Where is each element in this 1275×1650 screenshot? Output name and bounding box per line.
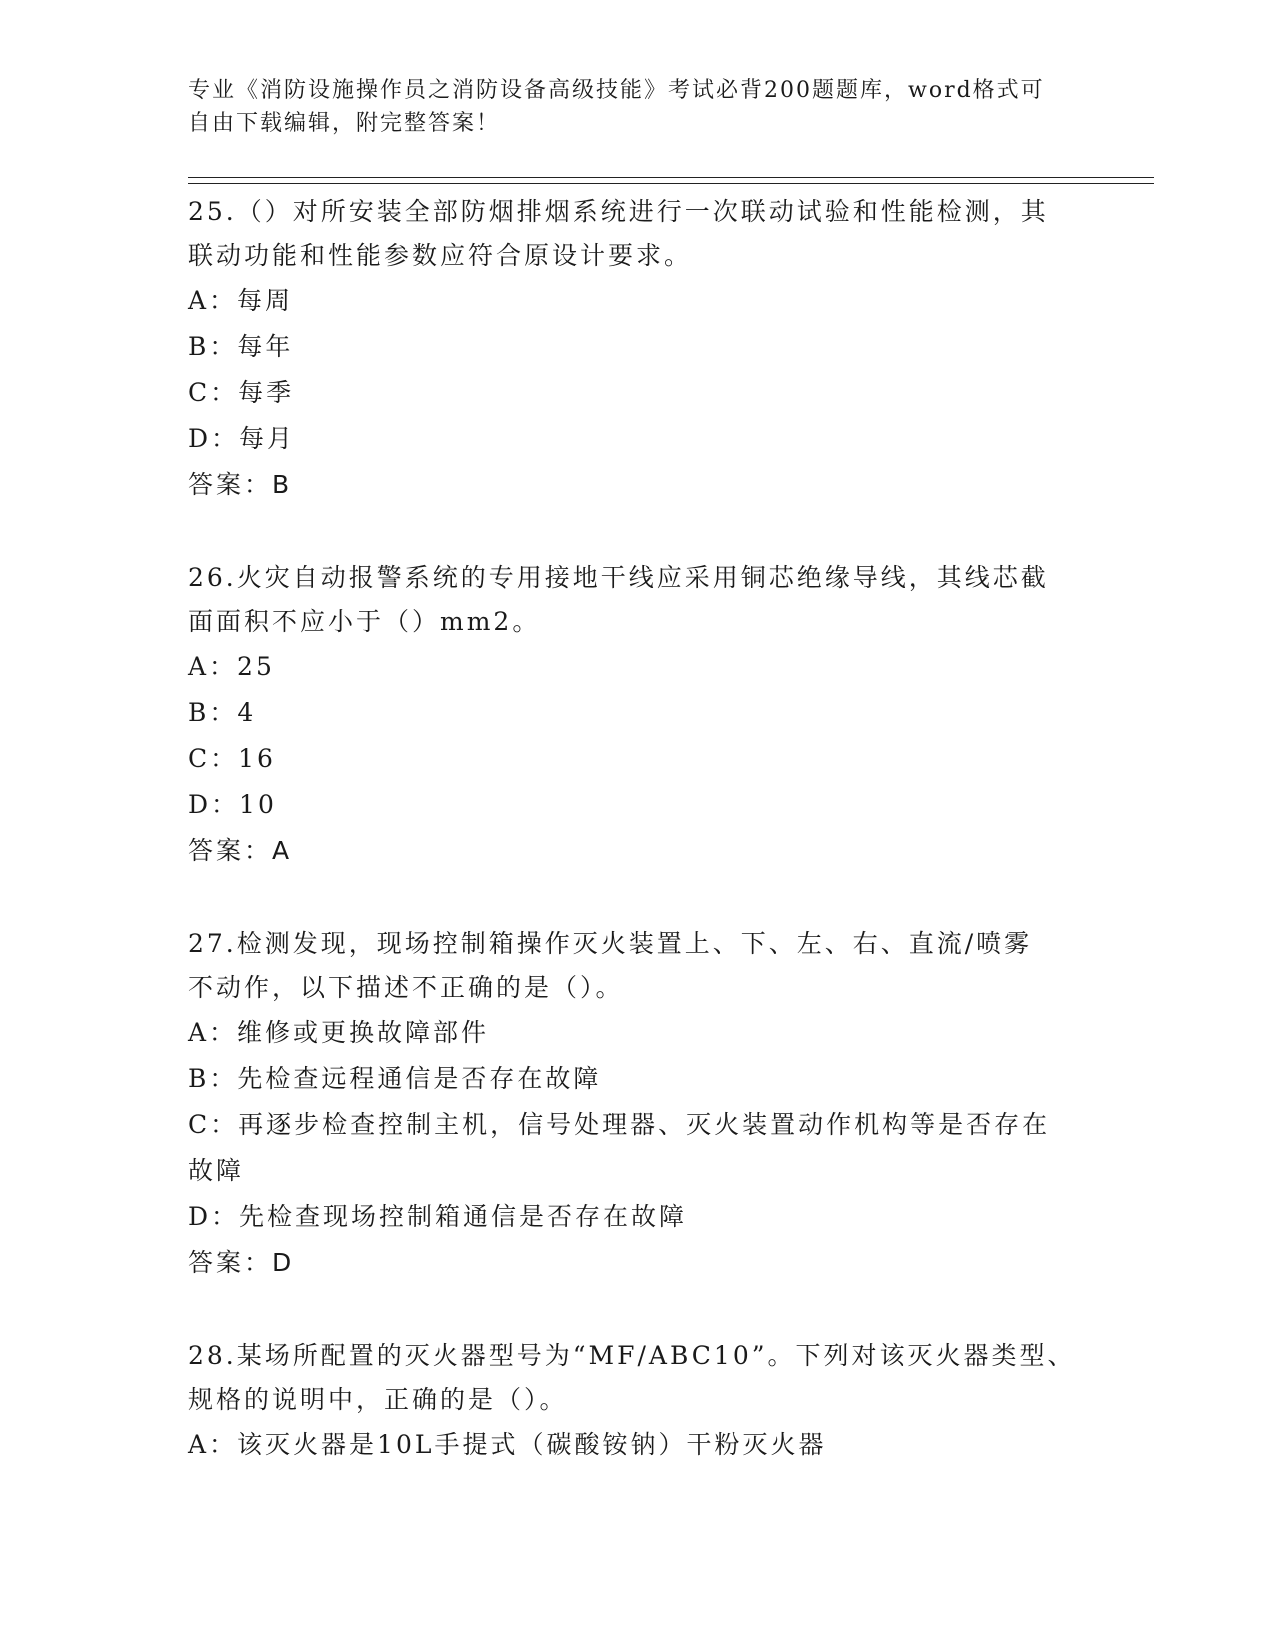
question-27: [188, 922, 1088, 1286]
question-text-line: 联动功能和性能参数应符合原设计要求。: [188, 241, 693, 270]
question-text-line: 25.（）对所安装全部防烟排烟系统进行一次联动试验和性能检测，其: [188, 197, 1049, 226]
option-b: B：先检查远程通信是否存在故障: [188, 1064, 602, 1093]
question-25: [188, 190, 1088, 508]
option-a: A：每周: [188, 286, 294, 315]
question-text-line: 26.火灾自动报警系统的专用接地干线应采用铜芯绝缘导线，其线芯截: [188, 563, 1049, 592]
question-text-line: 28.某场所配置的灭火器型号为“MF/ABC10”。下列对该灭火器类型、: [188, 1341, 1076, 1370]
option-d: D：每月: [188, 424, 296, 453]
header-divider-top: [188, 177, 1154, 178]
header-line-1: 专业《消防设施操作员之消防设备高级技能》考试必背200题题库，word格式可: [188, 78, 1045, 103]
option-a: A：25: [188, 652, 275, 681]
header-line-2: 自由下载编辑，附完整答案！: [188, 111, 501, 136]
question-28: [188, 1334, 1088, 1468]
option-c: C：16: [188, 744, 276, 773]
header-divider-bottom: [188, 183, 1154, 184]
option-b: B：4: [188, 698, 257, 727]
answer: 答案：A: [188, 836, 293, 865]
question-26: [188, 556, 1088, 874]
answer: 答案：D: [188, 1248, 295, 1277]
option-c-continued: 故障: [188, 1156, 245, 1185]
document-header: [188, 74, 1068, 140]
option-a: A：该灭火器是10L手提式（碳酸铵钠）干粉灭火器: [188, 1430, 827, 1459]
question-text-line: 规格的说明中，正确的是（）。: [188, 1385, 568, 1414]
option-a: A：维修或更换故障部件: [188, 1018, 490, 1047]
option-d: D：10: [188, 790, 277, 819]
option-d: D：先检查现场控制箱通信是否存在故障: [188, 1202, 688, 1231]
option-c: C：再逐步检查控制主机，信号处理器、灭火装置动作机构等是否存在: [188, 1110, 1051, 1139]
question-text-line: 不动作，以下描述不正确的是（）。: [188, 973, 624, 1002]
question-text-line: 面面积不应小于（）mm2。: [188, 607, 541, 636]
option-b: B：每年: [188, 332, 294, 361]
question-list: [188, 190, 1088, 1516]
option-c: C：每季: [188, 378, 295, 407]
answer: 答案：B: [188, 470, 293, 499]
question-text-line: 27.检测发现，现场控制箱操作灭火装置上、下、左、右、直流/喷雾: [188, 929, 1033, 958]
